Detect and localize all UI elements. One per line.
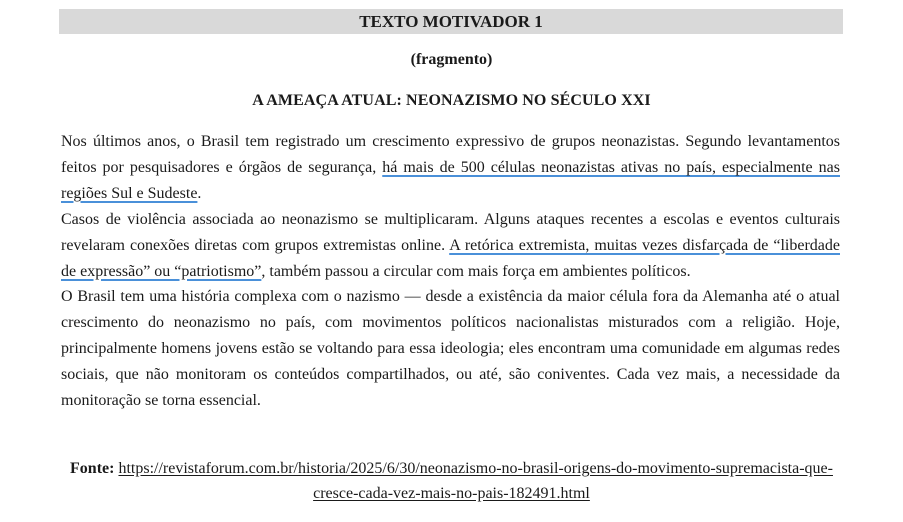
- source-citation: [60, 456, 843, 506]
- paragraph-3-text: O Brasil tem uma história complexa com o nazismo — desde a existência da maior célula fora da Alemanha até o atual crescimento do neonazismo no país, com movimentos políticos nacionalistas misturados com a religião. Hoje, principalmente homens jovens estão se voltando para essa ideologia; eles encontram uma comunidade em algumas redes sociais, que não monitoram os conteúdos compartilhados, ou até, são coniventes. Cada vez mais, a necessidade da monitoração se torna essencial.: [61, 288, 840, 410]
- article-body: [61, 129, 840, 414]
- paragraph-2-highlight: A retórica extremista, muitas vezes disfarçada de “liberdade de expressão” ou “patriotismo”: [61, 236, 840, 280]
- fragment-label: (fragmento): [410, 51, 493, 68]
- article-title: A AMEAÇA ATUAL: NEONAZISMO NO SÉCULO XXI: [252, 92, 651, 109]
- section-header: [59, 9, 843, 34]
- paragraph-3: [61, 284, 840, 414]
- paragraph-2-text: Casos de violência associada ao neonazismo se multiplicaram. Alguns ataques recentes a escolas e eventos culturais revelaram conexões diretas com grupos extremistas online.: [61, 210, 840, 254]
- paragraph-2: [61, 207, 840, 285]
- paragraph-1: [61, 129, 840, 207]
- source-label: Fonte:: [70, 460, 115, 477]
- paragraph-1-text-end: .: [197, 184, 202, 202]
- section-header-title: TEXTO MOTIVADOR 1: [359, 12, 543, 31]
- source-link[interactable]: https://revistaforum.com.br/historia/2025/6/30/neonazismo-no-brasil-origens-do-movimento-supremacista-que-cresce-cada-vez-mais-no-pais-182491.html: [118, 460, 833, 502]
- paragraph-2-text-end: , também passou a circular com mais força em ambientes políticos.: [261, 262, 691, 280]
- paragraph-1-text: Nos últimos anos, o Brasil tem registrado um crescimento expressivo de grupos neonazistas. Segundo levantamentos feitos por pesquisadores e órgãos de segurança,: [61, 133, 840, 176]
- paragraph-1-highlight: há mais de 500 células neonazistas ativas no país, especialmente nas regiões Sul e Sudeste: [61, 158, 840, 202]
